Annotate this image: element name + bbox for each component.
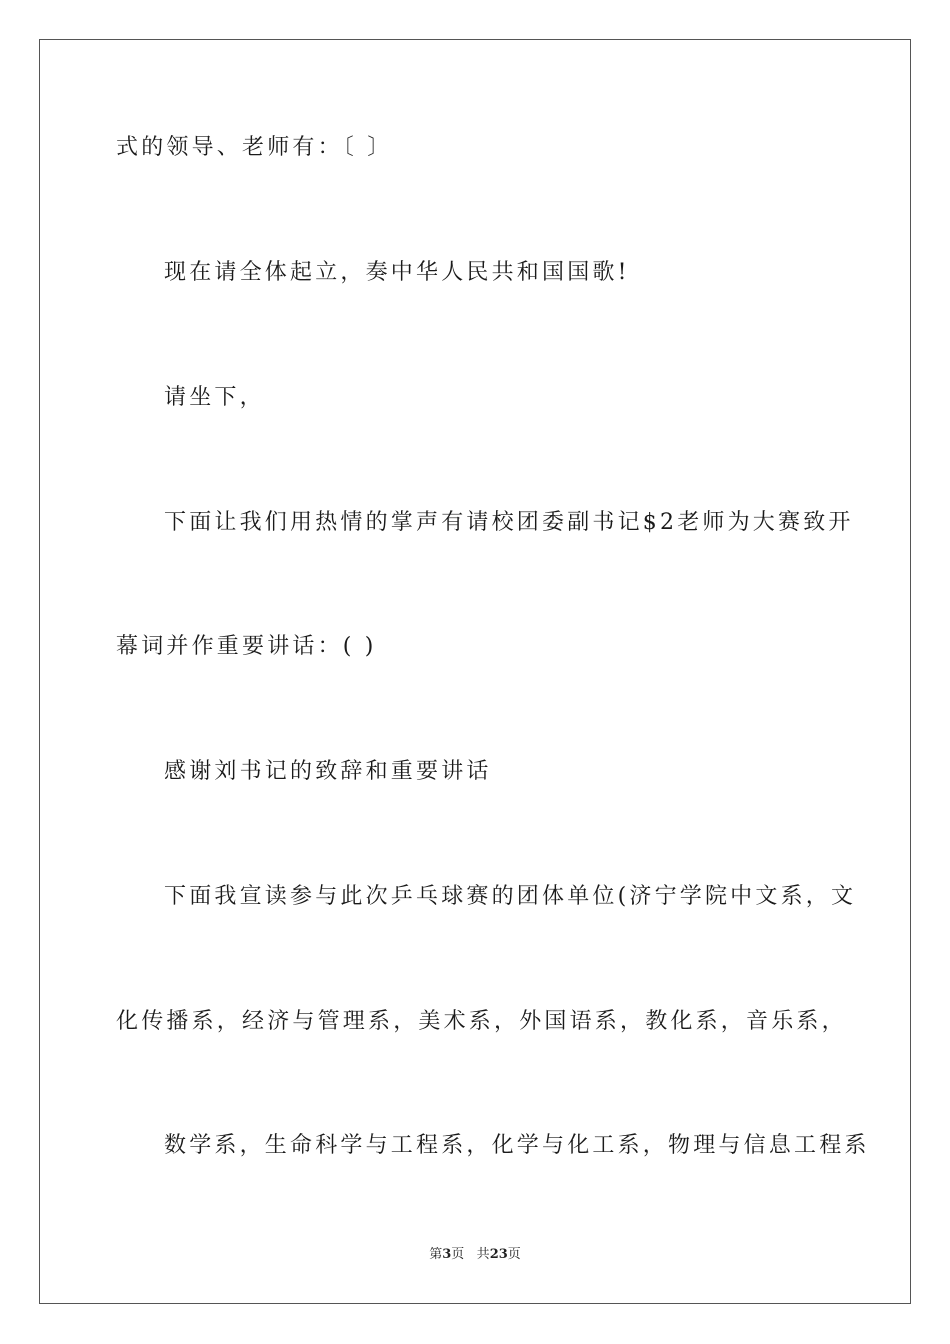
paragraph-1: 式的领导、老师有：〔 〕 [116, 135, 393, 160]
paragraph-7: 下面我宣读参与此次乒乓球赛的团体单位(济宁学院中文系，文 [164, 884, 857, 909]
paragraph-4: 下面让我们用热情的掌声有请校团委副书记$2老师为大赛致开 [164, 510, 854, 535]
page-prefix: 第 [429, 1247, 443, 1262]
paragraph-9: 数学系，生命科学与工程系，化学与化工系，物理与信息工程系 [164, 1133, 870, 1158]
paragraph-8: 化传播系，经济与管理系，美术系，外国语系，教化系，音乐系， [116, 1009, 847, 1034]
total-pages: 23 [489, 1247, 508, 1262]
paragraph-2: 现在请全体起立，奏中华人民共和国国歌! [164, 260, 630, 285]
total-prefix: 共 [476, 1247, 490, 1262]
page-suffix: 页 [451, 1247, 465, 1262]
page-footer [0, 1246, 950, 1264]
paragraph-3: 请坐下， [164, 385, 265, 410]
page-border [39, 39, 911, 1304]
total-suffix: 页 [507, 1247, 521, 1262]
paragraph-6: 感谢刘书记的致辞和重要讲话 [164, 759, 492, 784]
paragraph-5: 幕词并作重要讲话：( ) [116, 634, 377, 659]
page-number: 3 [442, 1247, 452, 1262]
